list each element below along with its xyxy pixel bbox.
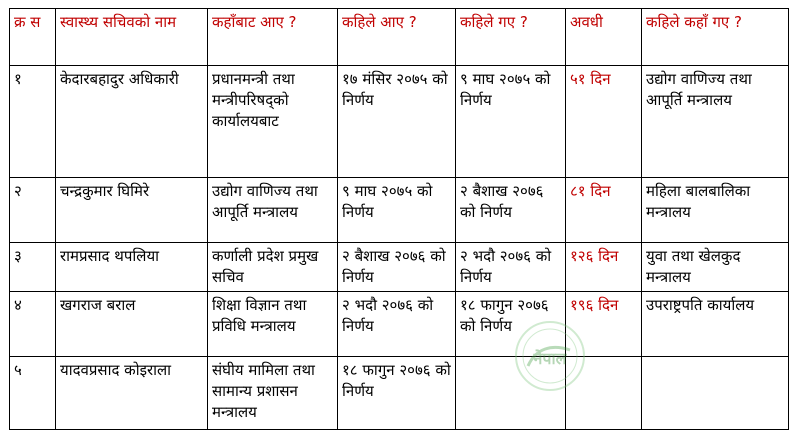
came-when-cell: ९ माघ २०७५ को निर्णय — [338, 178, 456, 243]
duration-cell: ८१ दिन — [566, 178, 642, 243]
left-when-cell: २ भदौ २०७६ को निर्णय — [456, 243, 566, 292]
table-row — [10, 243, 789, 292]
from-cell: प्रधानमन्त्री तथा मन्त्रीपरिषद्को कार्यालयबाट — [208, 66, 338, 178]
came-when-cell: २ भदौ २०७६ को निर्णय — [338, 292, 456, 357]
watermark-text: नेपाल — [533, 349, 567, 368]
header-name: स्वास्थ्य सचिवको नाम — [56, 9, 208, 66]
header-came-when: कहिले आए ? — [338, 9, 456, 66]
header-row — [10, 9, 789, 66]
table-row — [10, 357, 789, 430]
header-serial: क्र स — [10, 9, 56, 66]
header-duration: अवधी — [566, 9, 642, 66]
went-where-cell: उद्योग वाणिज्य तथा आपूर्ति मन्त्रालय — [642, 66, 789, 178]
left-when-cell: ९ माघ २०७५ को निर्णय — [456, 66, 566, 178]
table-row — [10, 292, 789, 357]
went-where-cell: युवा तथा खेलकुद मन्त्रालय — [642, 243, 789, 292]
went-where-cell: उपराष्ट्रपति कार्यालय — [642, 292, 789, 357]
name-cell: यादवप्रसाद कोइराला — [56, 357, 208, 430]
left-when-cell: १८ फागुन २०७६ को निर्णय — [456, 292, 566, 357]
from-cell: कर्णाली प्रदेश प्रमुख सचिव — [208, 243, 338, 292]
serial-cell: १ — [10, 66, 56, 178]
from-cell: उद्योग वाणिज्य तथा आपूर्ति मन्त्रालय — [208, 178, 338, 243]
left-when-cell: २ बैशाख २०७६ को निर्णय — [456, 178, 566, 243]
name-cell: रामप्रसाद थपलिया — [56, 243, 208, 292]
header-left-when: कहिले गए ? — [456, 9, 566, 66]
header-went-where: कहिले कहाँ गए ? — [642, 9, 789, 66]
came-when-cell: १८ फागुन २०७६ को निर्णय — [338, 357, 456, 430]
went-where-cell — [642, 357, 789, 430]
health-secretaries-table — [9, 8, 789, 430]
serial-cell: ४ — [10, 292, 56, 357]
serial-cell: २ — [10, 178, 56, 243]
duration-cell: १९६ दिन — [566, 292, 642, 357]
table-row — [10, 178, 789, 243]
header-from: कहाँबाट आए ? — [208, 9, 338, 66]
serial-cell: ३ — [10, 243, 56, 292]
from-cell: संघीय मामिला तथा सामान्य प्रशासन मन्त्रालय — [208, 357, 338, 430]
came-when-cell: २ बैशाख २०७६ को निर्णय — [338, 243, 456, 292]
serial-cell: ५ — [10, 357, 56, 430]
table-row — [10, 66, 789, 178]
came-when-cell: १७ मंसिर २०७५ को निर्णय — [338, 66, 456, 178]
duration-cell: १२६ दिन — [566, 243, 642, 292]
name-cell: खगराज बराल — [56, 292, 208, 357]
duration-cell: ५१ दिन — [566, 66, 642, 178]
from-cell: शिक्षा विज्ञान तथा प्रविधि मन्त्रालय — [208, 292, 338, 357]
went-where-cell: महिला बालबालिका मन्त्रालय — [642, 178, 789, 243]
name-cell: केदारबहादुर अधिकारी — [56, 66, 208, 178]
watermark-logo-icon — [512, 318, 588, 394]
name-cell: चन्द्रकुमार घिमिरे — [56, 178, 208, 243]
